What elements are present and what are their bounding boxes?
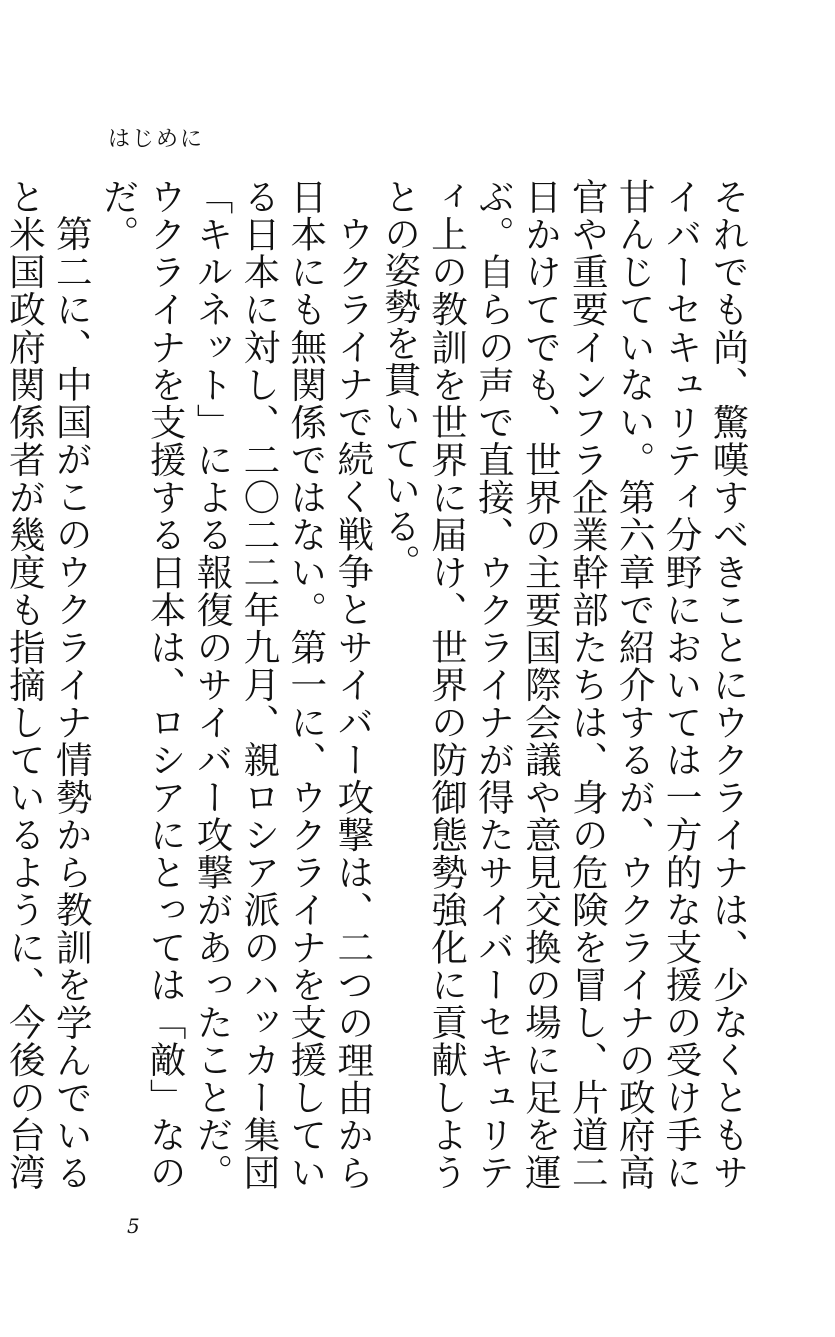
paragraph-3: 第二に、中国がこのウクライナ情勢から教訓を学んでいると米国政府関係者が幾度も指摘しているように、今後の台湾 <box>3 178 94 1190</box>
body-text <box>3 178 751 1190</box>
paragraph-2: ウクライナで続く戦争とサイバー攻撃は、二つの理由から日本にも無関係ではない。第一に、ウクライナを支援している日本に対し、二〇二二年九月、親ロシア派のハッカー集団「キルネット」による報復のサイバー攻撃があったことだ。ウクライナを支援する日本は、ロシアにとっては「敵」なのだ。 <box>97 178 375 1190</box>
paragraph-1: それでも尚、驚嘆すべきことにウクライナは、少なくともサイバーセキュリティ分野においては一方的な支援の受け手に甘んじていない。第六章で紹介するが、ウクライナの政府高官や重要インフラ企業幹部たちは、身の危険を冒し、片道二日かけてでも、世界の主要国際会議や意見交換の場に足を運ぶ。自らの声で直接、ウクライナが得たサイバーセキュリティ上の教訓を世界に届け、世界の防御態勢強化に貢献しようとの姿勢を貫いている。 <box>378 178 750 1190</box>
running-head: はじめに <box>108 127 205 152</box>
page-number: 5 <box>127 1214 140 1238</box>
